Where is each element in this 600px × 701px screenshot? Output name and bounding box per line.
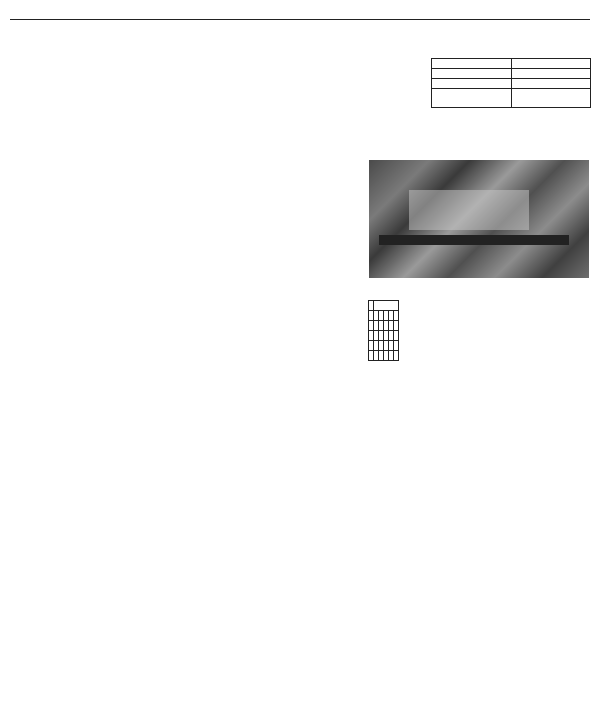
friction-chart	[368, 350, 594, 456]
table2-cell	[394, 321, 399, 331]
photo-equipment-shape	[409, 190, 529, 230]
table2-head	[394, 311, 399, 321]
table1-cell	[432, 89, 512, 108]
table1-head	[432, 59, 512, 69]
table1	[431, 58, 591, 108]
table-row	[432, 79, 591, 89]
photo-rail-shape	[379, 235, 569, 245]
table1-cell	[432, 79, 512, 89]
table-row	[432, 89, 591, 108]
table-row	[369, 331, 399, 341]
table1-cell	[432, 69, 512, 79]
table1-head-content	[511, 59, 591, 69]
table-row	[369, 321, 399, 331]
table-row	[369, 341, 399, 351]
table2-cell	[394, 331, 399, 341]
test-photo	[369, 160, 589, 278]
table-row	[432, 69, 591, 79]
table2-head	[374, 301, 399, 311]
header-rule	[10, 19, 590, 20]
table1-cell	[511, 89, 591, 108]
table1-cell	[511, 69, 591, 79]
table1-cell	[511, 79, 591, 89]
table2-cell	[394, 341, 399, 351]
